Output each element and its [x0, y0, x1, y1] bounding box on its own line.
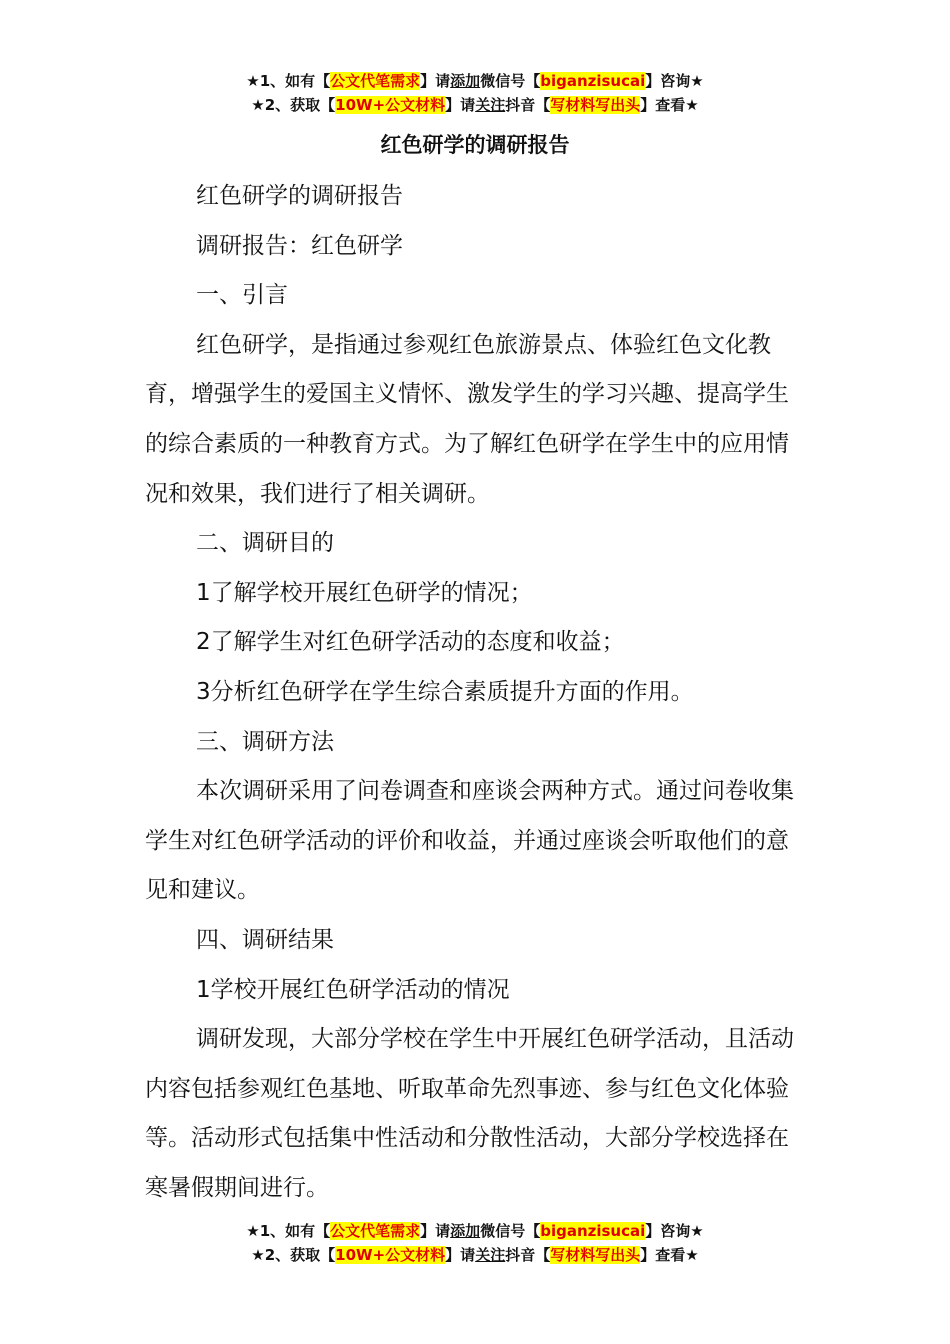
section-heading: 二、调研目的	[196, 530, 334, 557]
promo-text: 】请	[445, 1246, 476, 1264]
paragraph: 调研发现，大部分学校在学生中开展红色研学活动，且活动内容包括参观红色基地、听取革命先烈事迹、参与红色文化体验等。活动形式包括集中性活动和分散性活动，大部分学校选择在寒暑假期间进行。	[145, 1026, 794, 1201]
promo-line-1	[0, 69, 950, 93]
promo-text: 抖音【	[505, 96, 551, 114]
promo-text: 抖音【	[505, 1246, 551, 1264]
promo-banner-bottom	[0, 1219, 950, 1267]
promo-text: 微信号【	[480, 72, 541, 90]
promo-highlight: 10W+公文材料	[335, 96, 446, 114]
promo-highlight: 写材料写出头	[550, 1246, 641, 1264]
paragraph: 红色研学的调研报告	[196, 183, 403, 209]
promo-banner-top	[0, 69, 950, 117]
paragraph: 调研报告：红色研学	[196, 232, 403, 259]
star-icon: ★	[685, 96, 699, 114]
list-item: 1了解学校开展红色研学的情况；	[196, 579, 533, 606]
promo-text: 】请	[420, 72, 451, 90]
promo-text: 】请	[445, 96, 476, 114]
paragraph: 红色研学，是指通过参观红色旅游景点、体验红色文化教育，增强学生的爱国主义情怀、激发学生的学习兴趣、提高学生的综合素质的一种教育方式。为了解红色研学在学生中的应用情况和效果，我们进行了相关调研。	[145, 331, 789, 507]
promo-underline: 添加	[450, 72, 481, 90]
promo-text: 】咨询	[645, 72, 691, 90]
section-heading: 一、引言	[196, 282, 288, 309]
star-icon: ★	[246, 72, 260, 90]
promo-line-2	[0, 93, 950, 117]
promo-text: 】查看	[640, 96, 686, 114]
paragraph: 本次调研采用了问卷调查和座谈会两种方式。通过问卷收集学生对红色研学活动的评价和收益，并通过座谈会听取他们的意见和建议。	[145, 778, 794, 904]
star-icon: ★	[251, 96, 265, 114]
promo-text: 2、获取【	[264, 96, 336, 114]
promo-highlight: biganzisucai	[540, 72, 646, 90]
promo-highlight: 10W+公文材料	[335, 1246, 446, 1264]
promo-line-1	[0, 1219, 950, 1243]
star-icon: ★	[685, 1246, 699, 1264]
star-icon: ★	[690, 1222, 704, 1240]
promo-text: 】请	[420, 1222, 451, 1240]
list-item: 2了解学生对红色研学活动的态度和收益；	[196, 629, 625, 656]
promo-underline: 添加	[450, 1222, 481, 1240]
promo-highlight: 写材料写出头	[550, 96, 641, 114]
section-heading: 四、调研结果	[196, 926, 334, 953]
promo-text: 】查看	[640, 1246, 686, 1264]
promo-text: 】咨询	[645, 1222, 691, 1240]
document-title: 红色研学的调研报告	[380, 133, 570, 157]
promo-text: 1、如有【	[259, 72, 331, 90]
promo-line-2	[0, 1243, 950, 1267]
promo-text: 微信号【	[480, 1222, 541, 1240]
promo-highlight: biganzisucai	[540, 1222, 646, 1240]
promo-text: 2、获取【	[264, 1246, 336, 1264]
star-icon: ★	[690, 72, 704, 90]
promo-text: 1、如有【	[259, 1222, 331, 1240]
star-icon: ★	[251, 1246, 265, 1264]
promo-highlight: 公文代笔需求	[330, 72, 421, 90]
promo-highlight: 公文代笔需求	[330, 1222, 421, 1240]
star-icon: ★	[246, 1222, 260, 1240]
promo-underline: 关注	[475, 96, 506, 114]
section-heading: 三、调研方法	[196, 728, 334, 755]
document-body	[145, 172, 810, 1213]
list-item: 3分析红色研学在学生综合素质提升方面的作用。	[196, 678, 694, 705]
promo-underline: 关注	[475, 1246, 506, 1264]
list-item: 1学校开展红色研学活动的情况	[196, 976, 510, 1003]
